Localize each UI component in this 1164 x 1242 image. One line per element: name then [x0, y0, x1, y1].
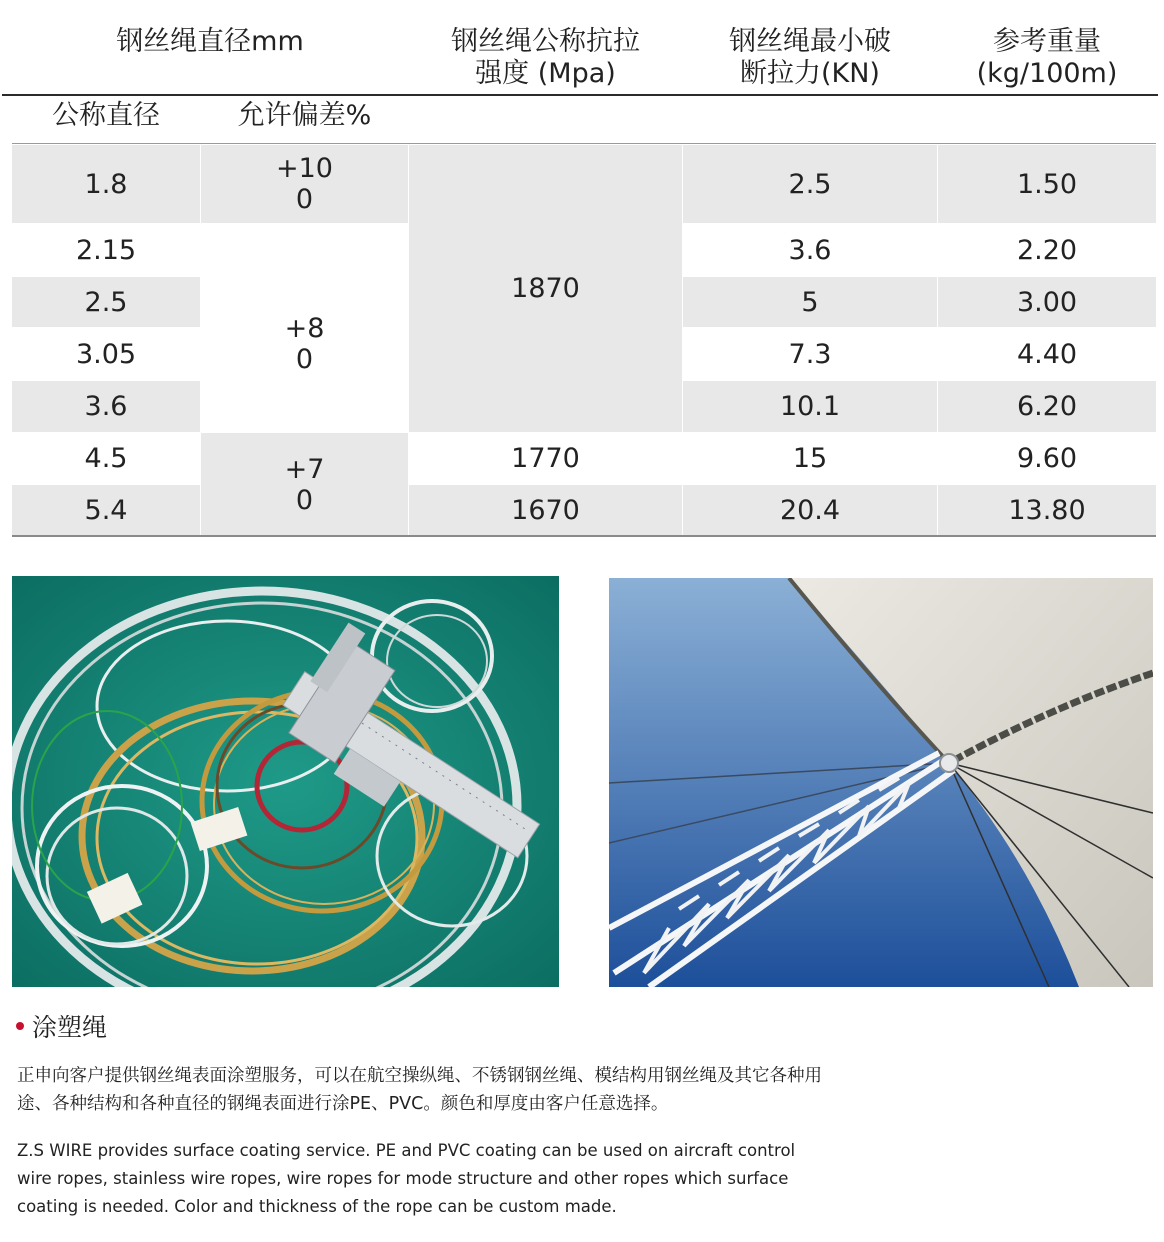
header-strength: [409, 26, 682, 90]
english-description-line2: wire ropes, stainless wire ropes, wire ropes for mode structure and other ropes which surface: [17, 1169, 789, 1188]
header-force-line2: 断拉力(KN): [740, 58, 880, 89]
subheader-rule: [12, 143, 1156, 144]
table-cell-diameter: 5.4: [12, 485, 200, 535]
header-weight-line2: (kg/100m): [976, 58, 1118, 89]
table-cell-weight: 9.60: [938, 433, 1156, 484]
table-cell-diameter: 3.6: [12, 381, 200, 432]
table-cell-weight: 2.20: [938, 224, 1156, 276]
header-rule: [2, 94, 1158, 96]
header-diameter-label: 钢丝绳直径mm: [116, 26, 304, 57]
table-cell-force: 3.6: [683, 224, 937, 276]
header-weight-line1: 参考重量: [993, 26, 1101, 57]
table-cell-diameter: 1.8: [12, 145, 200, 223]
table-cell-weight: 3.00: [938, 277, 1156, 327]
tolerance-upper: +10: [276, 153, 333, 184]
table-cell-diameter: 2.15: [12, 224, 200, 276]
bullet-dot-icon: [16, 1022, 24, 1030]
table-cell-diameter: 4.5: [12, 433, 200, 484]
tolerance-lower: 0: [295, 344, 314, 375]
header-force-line1: 钢丝绳最小破: [729, 26, 891, 57]
membrane-structure-photo: [609, 578, 1153, 987]
chinese-description-line2: 途、各种结构和各种直径的钢绳表面进行涂PE、PVC。颜色和厚度由客户任意选择。: [17, 1094, 669, 1114]
table-cell-tolerance: [201, 145, 408, 223]
table-cell-force: 5: [683, 277, 937, 327]
table-cell-force: 10.1: [683, 381, 937, 432]
chinese-description-line1: 正申向客户提供钢丝绳表面涂塑服务，可以在航空操纵绳、不锈钢钢丝绳、模结构用钢丝绳及其它各种用: [17, 1066, 822, 1086]
header-weight: [938, 26, 1156, 90]
chinese-description: [17, 1062, 822, 1118]
table-cell-tolerance: [201, 224, 408, 432]
table-cell-strength: 1870: [409, 145, 682, 432]
section-title-text: 涂塑绳: [32, 1013, 108, 1042]
table-cell-diameter: 2.5: [12, 277, 200, 327]
english-description-line3: coating is needed. Color and thickness of the rope can be custom made.: [17, 1197, 617, 1216]
subheader-tolerance: 允许偏差%: [237, 100, 372, 131]
table-cell-force: 20.4: [683, 485, 937, 535]
tolerance-lower: 0: [295, 485, 314, 516]
english-description: [17, 1137, 795, 1221]
table-bottom-rule: [12, 535, 1156, 537]
header-strength-line2: 强度 (Mpa): [475, 58, 616, 89]
table-cell-strength: 1670: [409, 485, 682, 535]
table-cell-force: 2.5: [683, 145, 937, 223]
tolerance-upper: +7: [284, 454, 325, 485]
table-cell-diameter: 3.05: [12, 328, 200, 380]
header-strength-line1: 钢丝绳公称抗拉: [451, 26, 640, 57]
table-cell-tolerance: [201, 433, 408, 535]
tolerance-lower: 0: [295, 184, 314, 215]
table-cell-weight: 6.20: [938, 381, 1156, 432]
header-diameter: [12, 26, 408, 58]
header-force: [683, 26, 937, 90]
table-cell-weight: 1.50: [938, 145, 1156, 223]
table-cell-weight: 13.80: [938, 485, 1156, 535]
table-cell-force: 7.3: [683, 328, 937, 380]
tolerance-upper: +8: [284, 313, 325, 344]
coated-wire-coils-photo: [12, 576, 559, 987]
english-description-line1: Z.S WIRE provides surface coating service. PE and PVC coating can be used on aircraft control: [17, 1141, 796, 1160]
table-cell-strength: 1770: [409, 433, 682, 484]
section-title: [16, 1008, 107, 1044]
table-cell-weight: 4.40: [938, 328, 1156, 380]
table-cell-force: 15: [683, 433, 937, 484]
subheader-nominal: 公称直径: [52, 100, 160, 131]
